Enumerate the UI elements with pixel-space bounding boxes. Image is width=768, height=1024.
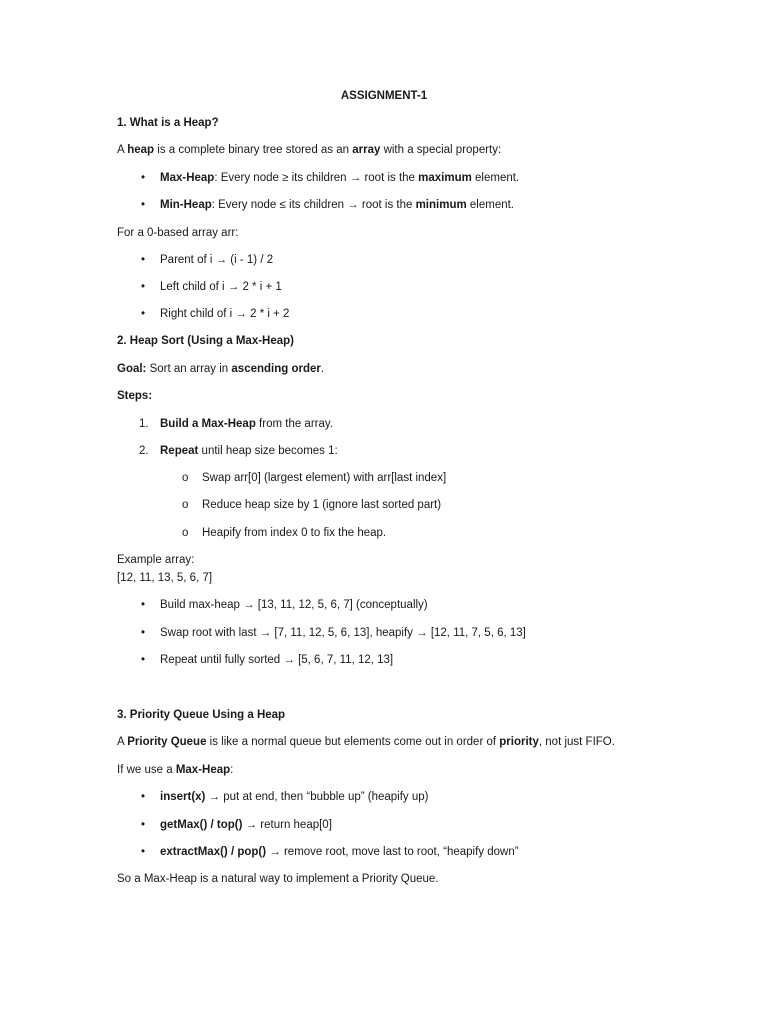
bullet-icon: • <box>141 308 146 320</box>
heap-definition: A heap is a complete binary tree stored as an array with a special property: <box>117 144 502 156</box>
section-1-heading: 1. What is a Heap? <box>117 117 219 129</box>
bullet-icon: • <box>141 254 146 266</box>
bullet-icon: • <box>141 654 146 666</box>
list-item-parent: • Parent of i → (i - 1) / 2 <box>141 254 274 266</box>
priority-queue-definition: A Priority Queue is like a normal queue but elements come out in order of priority, not just FIFO. <box>117 736 615 748</box>
bullet-icon: • <box>141 172 146 184</box>
document-title: ASSIGNMENT-1 <box>340 90 428 102</box>
bullet-icon: • <box>141 627 146 639</box>
conclusion: So a Max-Heap is a natural way to implement a Priority Queue. <box>117 873 439 885</box>
substep-heapify: o Heapify from index 0 to fix the heap. <box>182 527 387 539</box>
step-2: 2. Repeat until heap size becomes 1: <box>139 445 338 457</box>
max-heap-usage: If we use a Max-Heap: <box>117 764 234 776</box>
list-item-insert: • insert(x) → put at end, then “bubble up” (heapify up) <box>141 791 429 803</box>
bullet-icon: • <box>141 819 146 831</box>
bullet-icon: • <box>141 599 146 611</box>
list-item-max-heap: • Max-Heap: Every node ≥ its children → root is the maximum element. <box>141 172 520 184</box>
list-item-right-child: • Right child of i → 2 * i + 2 <box>141 308 290 320</box>
section-3-heading: 3. Priority Queue Using a Heap <box>117 709 286 721</box>
circle-bullet-icon: o <box>182 499 189 511</box>
step-1: 1. Build a Max-Heap from the array. <box>139 418 333 430</box>
bullet-icon: • <box>141 281 146 293</box>
list-item-swap: • Swap root with last → [7, 11, 12, 5, 6, 13], heapify → [12, 11, 7, 5, 6, 13] <box>141 627 526 639</box>
list-item-min-heap: • Min-Heap: Every node ≤ its children → root is the minimum element. <box>141 199 515 211</box>
list-item-repeat: • Repeat until fully sorted → [5, 6, 7, 11, 12, 13] <box>141 654 394 666</box>
steps-label: Steps: <box>117 390 153 402</box>
section-2-heading: 2. Heap Sort (Using a Max-Heap) <box>117 335 295 347</box>
example-label: Example array: <box>117 554 195 566</box>
list-item-extractmax: • extractMax() / pop() → remove root, move last to root, “heapify down” <box>141 846 519 858</box>
list-item-getmax: • getMax() / top() → return heap[0] <box>141 819 332 831</box>
zero-based-note: For a 0-based array arr: <box>117 227 239 239</box>
substep-reduce: o Reduce heap size by 1 (ignore last sorted part) <box>182 499 442 511</box>
circle-bullet-icon: o <box>182 527 189 539</box>
example-array: [12, 11, 13, 5, 6, 7] <box>117 572 213 584</box>
bullet-icon: • <box>141 199 146 211</box>
substep-swap: o Swap arr[0] (largest element) with arr[last index] <box>182 472 447 484</box>
goal-line: Goal: Sort an array in ascending order. <box>117 363 325 375</box>
bullet-icon: • <box>141 791 146 803</box>
list-item-left-child: • Left child of i → 2 * i + 1 <box>141 281 282 293</box>
bullet-icon: • <box>141 846 146 858</box>
list-item-build: • Build max-heap → [13, 11, 12, 5, 6, 7] (conceptually) <box>141 599 428 611</box>
circle-bullet-icon: o <box>182 472 189 484</box>
